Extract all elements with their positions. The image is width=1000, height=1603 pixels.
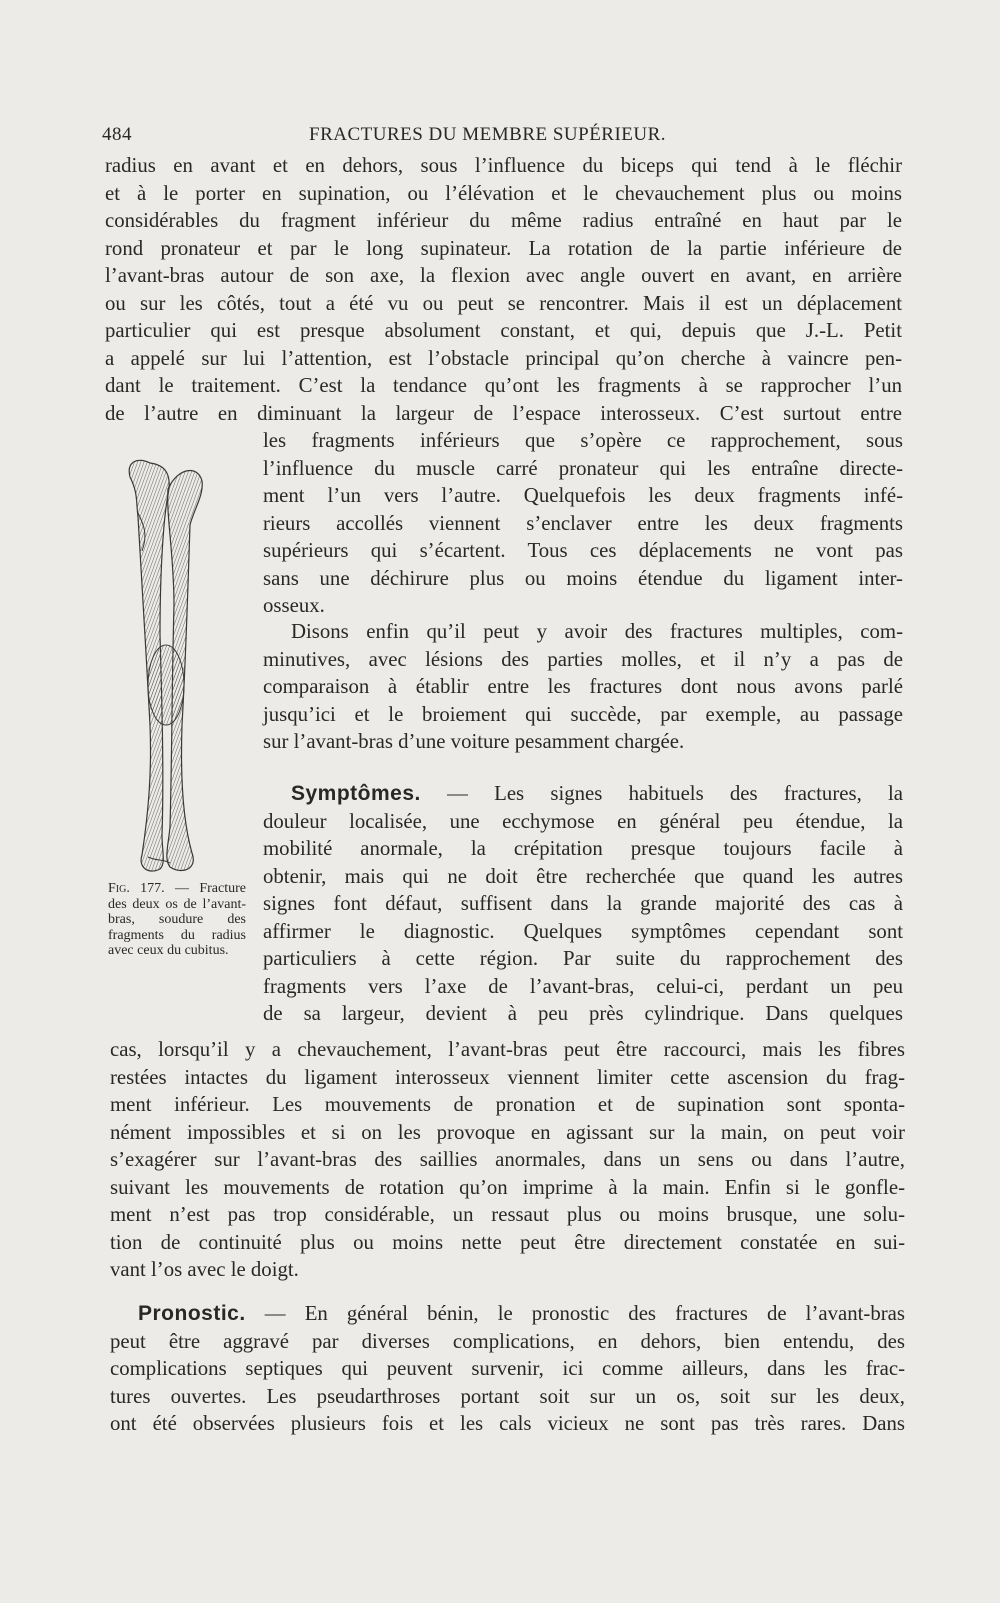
- text-line: ou sur les côtés, tout a été vu ou peut se rencontrer. Mais il est un déplacement: [105, 291, 902, 315]
- text-line: ment n’est pas trop considérable, un ressaut plus ou moins brusque, une solu-: [110, 1203, 905, 1226]
- text-line: jusqu’ici et le broiement qui succède, par exemple, au passage: [263, 702, 903, 726]
- text-line: douleur localisée, une ecchymose en général peu étendue, la: [263, 809, 903, 833]
- section-pronostic: [110, 1300, 905, 1438]
- section-symptomes: [263, 780, 903, 1028]
- text-line: cas, lorsqu’il y a chevauchement, l’avant-bras peut être raccourci, mais les fibres: [110, 1038, 905, 1061]
- text-line: obtenir, mais qui ne doit être recherchée que quand les autres: [263, 864, 903, 888]
- text-line: complications septiques qui peuvent survenir, ici comme ailleurs, dans les frac-: [110, 1357, 905, 1380]
- paragraph-multiple-fractures: [263, 618, 903, 756]
- text-line: affirmer le diagnostic. Quelques symptômes cependant sont: [263, 919, 903, 943]
- text-line: comparaison à établir entre les fractures dont nous avons parlé: [263, 675, 903, 698]
- figure-label: Fig. 177.: [108, 881, 165, 896]
- text-line: tures ouvertes. Les pseudarthroses portant soit sur un os, soit sur les deux,: [110, 1384, 905, 1408]
- text-line: de sa largeur, devient à peu près cylindrique. Dans quelques: [263, 1002, 903, 1025]
- section-symptomes-continued: [110, 1036, 905, 1284]
- paragraph-displacement: [105, 152, 902, 427]
- text-line: peut être aggravé par diverses complications, en dehors, bien entendu, des: [110, 1329, 905, 1353]
- section-title-symptomes: Symptômes.: [291, 782, 421, 805]
- text-line: fragments vers l’axe de l’avant-bras, celui-ci, perdant un peu: [263, 974, 903, 998]
- text-line: les fragments inférieurs que s’opère ce rapprochement, sous: [263, 429, 903, 452]
- text-line: s’exagérer sur l’avant-bras des saillies anormales, dans un sens ou dans l’autre,: [110, 1148, 905, 1171]
- running-title: FRACTURES DU MEMBRE SUPÉRIEUR.: [309, 124, 667, 145]
- text-line: restées intactes du ligament interosseux viennent limiter cette ascension du frag-: [110, 1065, 905, 1089]
- text-line: sur l’avant-bras d’une voiture pesamment chargée.: [263, 730, 685, 753]
- text-line: nément impossibles et si on les provoque en agissant sur la main, on peut voir: [110, 1120, 905, 1144]
- text-line: de l’autre en diminuant la largeur de l’espace interosseux. C’est surtout entre: [105, 401, 902, 425]
- text-line: signes font défaut, suffisent dans la grande majorité des cas à: [263, 892, 903, 915]
- text-line: et à le porter en supination, ou l’élévation et le chevauchement plus ou moins: [105, 181, 902, 205]
- text-line: l’avant-bras autour de son axe, la flexion avec angle ouvert en avant, en arrière: [105, 264, 902, 287]
- text-line: sans une déchirure plus ou moins étendue du ligament inter-: [263, 566, 903, 590]
- page-number: 484: [102, 124, 132, 145]
- text-line: [263, 780, 903, 808]
- text-line: rond pronateur et par le long supinateur. La rotation de la partie inférieure de: [105, 236, 902, 260]
- text-line: dant le traitement. C’est la tendance qu’ont les fragments à se rapprocher l’un: [105, 374, 902, 397]
- text-line: vant l’os avec le doigt.: [110, 1258, 299, 1281]
- text-line: ment l’un vers l’autre. Quelquefois les deux fragments infé-: [263, 484, 903, 507]
- text-line: supérieurs qui s’écartent. Tous ces déplacements ne vont pas: [263, 539, 903, 562]
- text-line: rieurs accollés viennent s’enclaver entre les deux fragments: [263, 511, 903, 535]
- figure-forearm-bones: [108, 455, 268, 885]
- figure-caption-text: — Fracture des deux os de l’avant-bras, soudure des fragments du radius avec ceux du cubitus.: [108, 881, 246, 959]
- text-line: ment inférieur. Les mouvements de pronation et de supination sont sponta-: [110, 1093, 905, 1116]
- text-line: osseux.: [263, 594, 325, 617]
- text-line: particulier qui est presque absolument constant, et qui, depuis que J.-L. Petit: [105, 319, 902, 342]
- text-line: Disons enfin qu’il peut y avoir des fractures multiples, com-: [291, 620, 903, 643]
- text-line: a appelé sur lui l’attention, est l’obstacle principal qu’on cherche à vaincre pen-: [105, 346, 902, 370]
- text-line: radius en avant et en dehors, sous l’influence du biceps qui tend à le fléchir: [105, 154, 902, 177]
- text-line: suivant les mouvements de rotation qu’on imprime à la main. Enfin si le gonfle-: [110, 1175, 905, 1199]
- text-run: — En général bénin, le pronostic des fractures de l’avant-bras: [264, 1302, 905, 1325]
- text-line: tion de continuité plus ou moins nette peut être directement constatée en sui-: [110, 1230, 905, 1254]
- section-title-pronostic: Pronostic.: [138, 1302, 246, 1325]
- figure-caption: [108, 881, 246, 959]
- text-line: ont été observées plusieurs fois et les cals vicieux ne sont pas très rares. Dans: [110, 1412, 905, 1435]
- text-line: l’influence du muscle carré pronateur qui les entraîne directe-: [263, 456, 903, 480]
- forearm-bones-illustration: [108, 455, 208, 880]
- text-line: minutives, avec lésions des parties molles, et il n’y a pas de: [263, 647, 903, 671]
- text-line: particuliers à cette région. Par suite du rapprochement des: [263, 947, 903, 970]
- page-header: [102, 124, 902, 148]
- text-line: [110, 1300, 905, 1328]
- text-run: — Les signes habituels des fractures, la: [447, 782, 904, 805]
- paragraph-displacement-continued: [263, 427, 903, 620]
- text-line: mobilité anormale, la crépitation presque toujours facile à: [263, 837, 903, 860]
- text-line: considérables du fragment inférieur du même radius entraîné en haut par le: [105, 209, 902, 232]
